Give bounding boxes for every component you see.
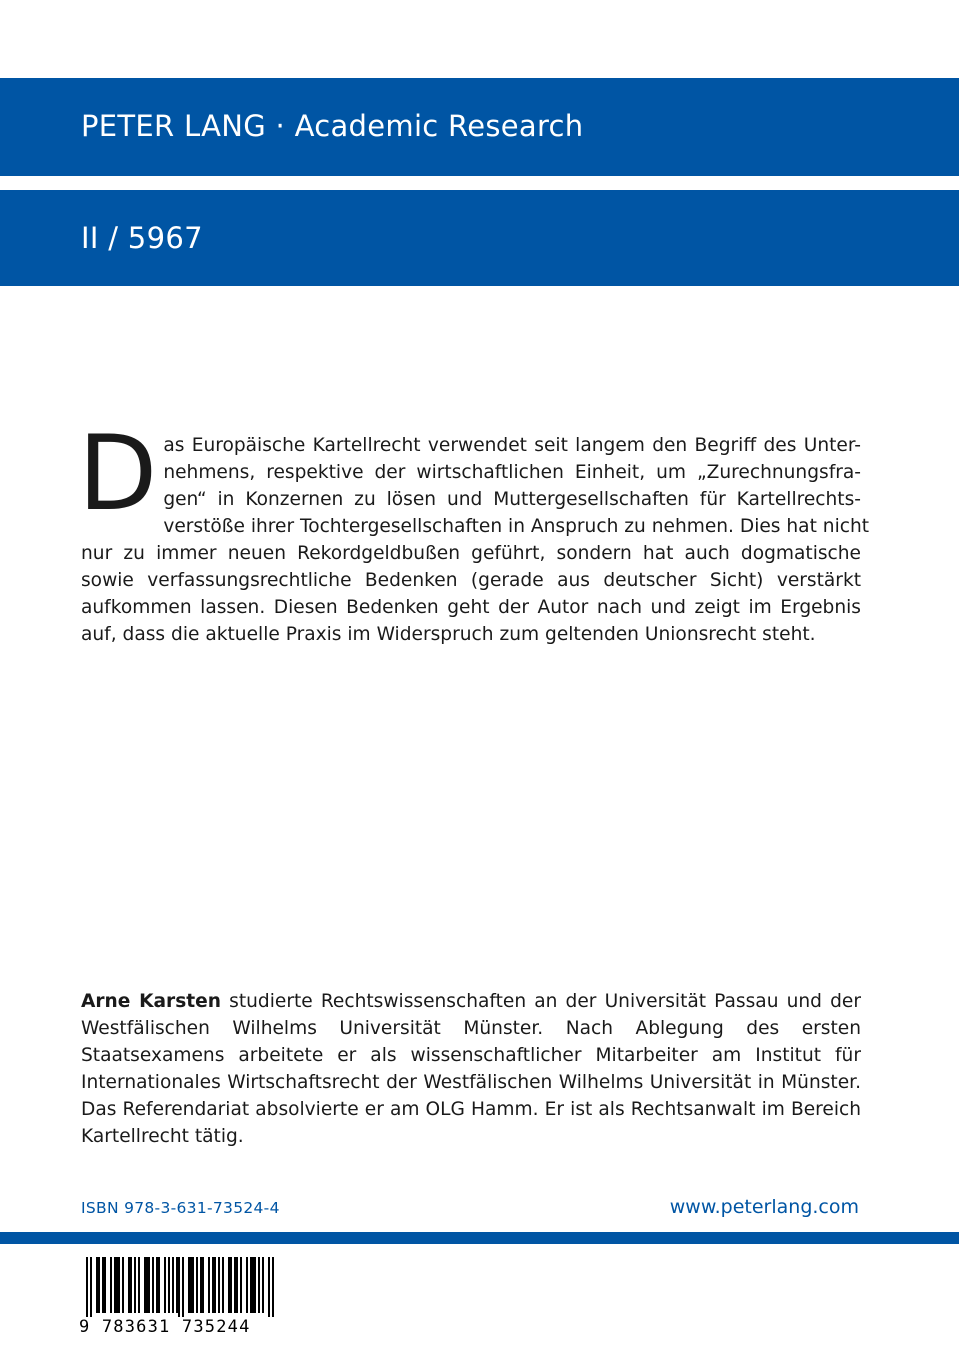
- blurb-line: nur zu immer neuen Rekordgeldbußen geführt, sondern hat auch dogmatische: [81, 543, 861, 564]
- barcode-bar: [158, 1257, 160, 1313]
- barcode-bar: [128, 1257, 130, 1313]
- barcode-bar: [156, 1257, 158, 1313]
- barcode-bar: [262, 1257, 264, 1313]
- barcode-bar: [218, 1257, 220, 1313]
- barcode-bar: [102, 1257, 104, 1313]
- publisher-website[interactable]: www.peterlang.com: [669, 1196, 859, 1218]
- barcode-bar: [254, 1257, 256, 1313]
- barcode-bar: [190, 1257, 192, 1313]
- drop-cap: D: [78, 414, 158, 534]
- barcode-bar: [258, 1257, 260, 1313]
- barcode-bar: [192, 1257, 194, 1313]
- blurb-line: auf, dass die aktuelle Praxis im Widerspruch zum geltenden Unionsrecht steht.: [81, 624, 816, 645]
- volume-number: II / 5967: [81, 221, 203, 255]
- blurb-line: nehmens, respektive der wirtschaftlichen Einheit, um „Zurechnungsfra-: [163, 462, 861, 483]
- blurb-text: [81, 432, 870, 648]
- barcode-bar: [152, 1257, 154, 1313]
- barcode-bar: [86, 1257, 88, 1317]
- barcode-bar: [272, 1257, 274, 1317]
- barcode-bar: [212, 1257, 214, 1313]
- barcode-bar: [188, 1257, 190, 1313]
- barcode-bar: [240, 1257, 242, 1313]
- barcode-bar: [214, 1257, 216, 1313]
- barcode-bar: [116, 1257, 118, 1313]
- barcode-bar: [178, 1257, 180, 1317]
- barcode-bar: [122, 1257, 124, 1313]
- barcode-bar: [252, 1257, 254, 1313]
- barcode-bar: [148, 1257, 150, 1313]
- barcode-bar: [96, 1257, 98, 1313]
- barcode-bars: [71, 1255, 283, 1317]
- barcode-bar: [234, 1257, 236, 1313]
- barcode-bar: [182, 1257, 184, 1317]
- barcode-bar: [228, 1257, 230, 1313]
- barcode-bar: [98, 1257, 100, 1313]
- barcode-bar: [268, 1257, 270, 1317]
- footer-rule: [0, 1232, 959, 1244]
- blurb-line: verstöße ihrer Tochtergesellschaften in Anspruch zu nehmen. Dies hat nicht: [163, 516, 870, 537]
- barcode-bar: [144, 1257, 146, 1313]
- barcode-bar: [230, 1257, 232, 1313]
- isbn: ISBN 978-3-631-73524-4: [81, 1199, 280, 1217]
- barcode-bar: [90, 1257, 92, 1317]
- barcode-bar: [104, 1257, 106, 1313]
- barcode-bar: [208, 1257, 210, 1313]
- barcode: [71, 1255, 283, 1345]
- barcode-bar: [200, 1257, 202, 1313]
- barcode-bar: [134, 1257, 136, 1313]
- barcode-bar: [176, 1257, 178, 1313]
- barcode-bar: [114, 1257, 116, 1313]
- barcode-bar: [202, 1257, 204, 1313]
- barcode-bar: [168, 1257, 170, 1313]
- barcode-bar: [118, 1257, 120, 1313]
- blurb-line: as Europäische Kartellrecht verwendet seit langem den Begriff des Unter-: [163, 435, 861, 456]
- barcode-bar: [246, 1257, 248, 1313]
- series-banner: [0, 78, 959, 176]
- barcode-bar: [196, 1257, 198, 1313]
- blurb-line: gen“ in Konzernen zu lösen und Muttergesellschaften für Kartellrechts-: [163, 489, 861, 510]
- barcode-bar: [250, 1257, 252, 1313]
- blurb-line: aufkommen lassen. Diesen Bedenken geht der Autor nach und zeigt im Ergebnis: [81, 597, 861, 618]
- barcode-bar: [222, 1257, 224, 1313]
- barcode-bar: [130, 1257, 132, 1313]
- barcode-bar: [110, 1257, 112, 1313]
- barcode-bar: [146, 1257, 148, 1313]
- barcode-bar: [138, 1257, 140, 1313]
- barcode-bar: [236, 1257, 238, 1313]
- barcode-bar: [164, 1257, 166, 1313]
- author-bio: [81, 988, 861, 1150]
- barcode-bar: [172, 1257, 174, 1313]
- series-title: PETER LANG · Academic Research: [81, 109, 584, 143]
- barcode-digits: 9 783631 735244: [79, 1317, 251, 1337]
- author-name: Arne Karsten: [81, 991, 222, 1012]
- author-bio-text: studierte Rechtswissenschaften an der Universität Passau und der Westfälischen Wilhelms Universität Münster. Nach Ablegung des ersten Staatsexamens arbeitete er als wissenschaftlicher Mitarbeiter am Institut für Internationales Wirtschaftsrecht der Westfälischen Wilhelms Universität in Münster. Das Referendariat absolvierte er am OLG Hamm. Er ist als Rechtsanwalt im Bereich Kartellrecht tätig.: [81, 991, 861, 1147]
- book-blurb: [78, 414, 870, 648]
- volume-banner: [0, 190, 959, 286]
- blurb-line: sowie verfassungsrechtliche Bedenken (gerade aus deutscher Sicht) verstärkt: [81, 570, 861, 591]
